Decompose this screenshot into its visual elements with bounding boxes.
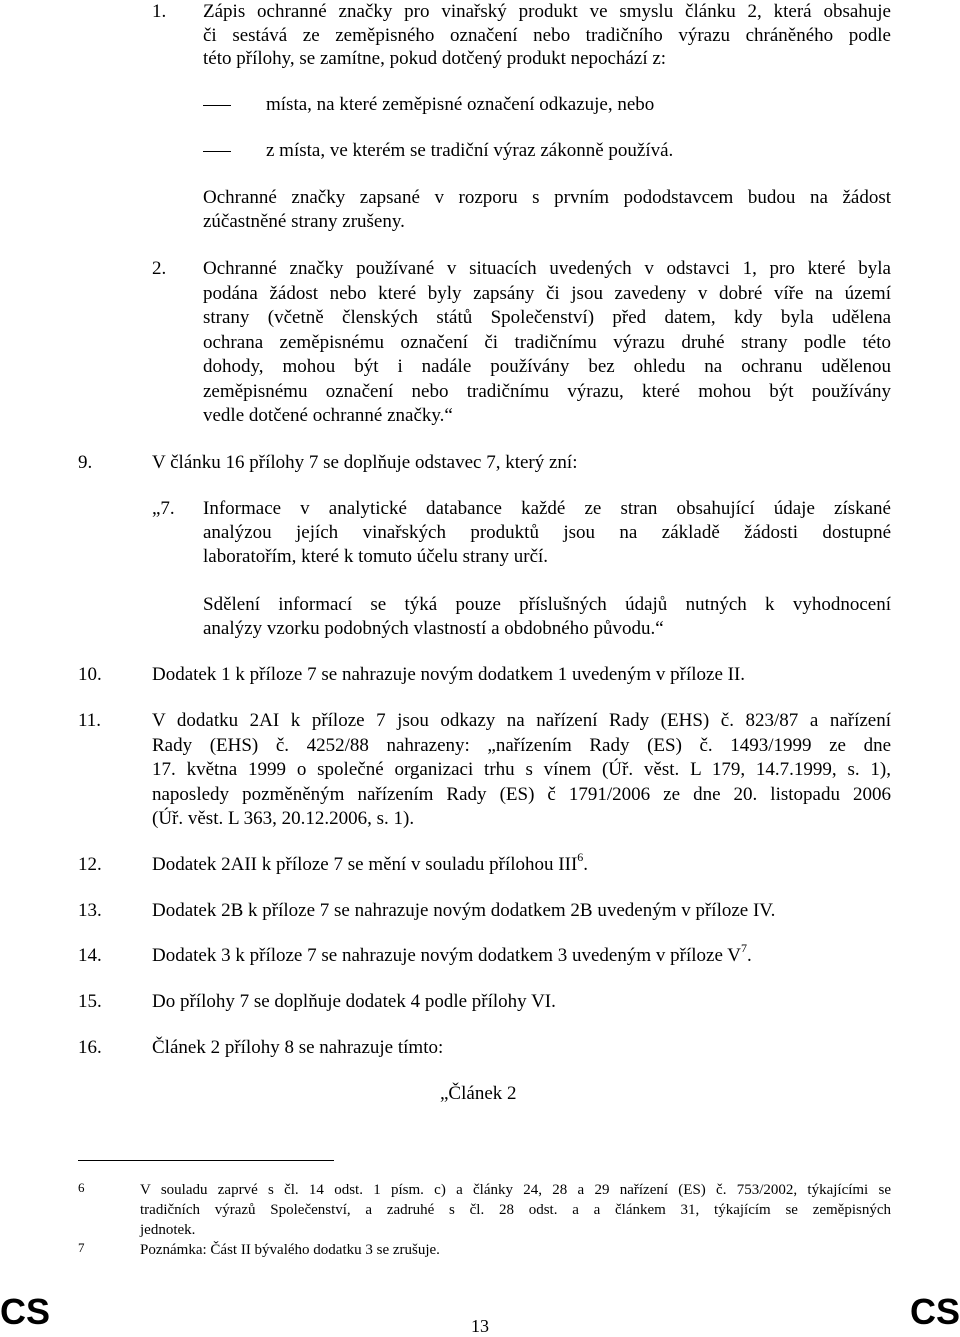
paragraph-line: (Úř. věst. L 363, 20.12.2006, s. 1). — [152, 808, 415, 829]
item-text-end: . — [747, 945, 752, 966]
footnote-number: 6 — [78, 1180, 85, 1195]
dash-bullet — [203, 151, 231, 152]
footnote-separator — [78, 1160, 334, 1161]
item-text: Dodatek 2B k příloze 7 se nahrazuje novým dodatkem 2B uvedeným v příloze IV. — [152, 900, 776, 921]
item-text: Dodatek 1 k příloze 7 se nahrazuje novým dodatkem 1 uvedeným v příloze II. — [152, 664, 746, 685]
item-number: 10. — [78, 664, 102, 685]
paragraph-line: či sestává ze zeměpisného označení nebo tradičního výrazu chráněného podle — [203, 25, 891, 46]
item-number: 12. — [78, 854, 102, 875]
paragraph-line: vedle dotčené ochranné značky.“ — [203, 405, 453, 426]
item-number: 13. — [78, 900, 102, 921]
item-number: 2. — [152, 258, 167, 279]
paragraph-line: zúčastněné strany zrušeny. — [203, 211, 405, 232]
footnote-line: Poznámka: Část II bývalého dodatku 3 se zrušuje. — [140, 1242, 440, 1258]
footnote-line: jednotek. — [140, 1222, 196, 1238]
item-number: 9. — [78, 452, 93, 473]
bullet-text: místa, na které zeměpisné označení odkazuje, nebo — [266, 94, 655, 115]
paragraph-line: dohody, mohou být i nadále používány bez ohledu na ochranu udělenou — [203, 356, 891, 377]
footnote-line: tradičních výrazů Společenství, a zadruhé s čl. 28 odst. a a článkem 31, týkajícím se zeměpisných — [140, 1202, 891, 1218]
item-number: 16. — [78, 1037, 102, 1058]
item-number: 15. — [78, 991, 102, 1012]
paragraph-line: Rady (EHS) č. 4252/88 nahrazeny: „nařízením Rady (ES) č. 1493/1999 ze dne — [152, 735, 891, 756]
item-text-main: Dodatek 2AII k příloze 7 se mění v souladu přílohou III — [152, 854, 578, 875]
sub-item-number: „7. — [152, 498, 175, 519]
article-heading: „Článek 2 — [440, 1083, 517, 1104]
item-number: 14. — [78, 945, 102, 966]
paragraph-line: podána žádost nebo které byly zapsány či jsou zavedeny v dobré víře na území — [203, 283, 891, 304]
item-text-end: . — [583, 854, 589, 875]
paragraph-line: Informace v analytické databance každé ze stran obsahující údaje získané — [203, 498, 891, 519]
paragraph-line: V dodatku 2AI k příloze 7 jsou odkazy na nařízení Rady (EHS) č. 823/87 a nařízení — [152, 710, 891, 731]
paragraph-line: laboratořím, které k tomuto účelu strany určí. — [203, 546, 549, 567]
paragraph-line: naposledy pozměněným nařízením Rady (ES) č 1791/2006 ze dne 20. listopadu 2006 — [152, 784, 891, 805]
bullet-text: z místa, ve kterém se tradiční výraz zákonně používá. — [266, 140, 674, 161]
footnote-ref: 6 — [577, 849, 584, 864]
paragraph-line: ochrana zeměpisnému označení či tradičnímu výrazu druhé strany podle této — [203, 332, 891, 353]
paragraph-line: analýzou jejích vinařských produktů jsou na základě žádosti dostupné — [203, 522, 891, 543]
item-text — [152, 940, 752, 968]
paragraph-line: této přílohy, se zamítne, pokud dotčený produkt nepochází z: — [203, 48, 667, 69]
paragraph-line: Sdělení informací se týká pouze příslušných údajů nutných k vyhodnocení — [203, 594, 891, 615]
footnote-ref: 7 — [741, 940, 748, 955]
footnote-number: 7 — [78, 1240, 85, 1255]
paragraph-line: zeměpisnému označení nebo tradičnímu výrazu, které mohou být používány — [203, 381, 891, 402]
paragraph-line: Ochranné značky používané v situacích uvedených v odstavci 1, pro které byla — [203, 258, 891, 279]
item-text-main: Dodatek 3 k příloze 7 se nahrazuje novým dodatkem 3 uvedeným v příloze V — [152, 945, 742, 966]
paragraph-line: strany (včetně členských států Společenství) před datem, kdy byla udělena — [203, 307, 891, 328]
language-code-right: CS — [909, 1291, 960, 1332]
page-number: 13 — [471, 1316, 489, 1336]
item-text — [152, 849, 589, 877]
paragraph-line: Ochranné značky zapsané v rozporu s prvním pododstavcem budou na žádost — [203, 187, 891, 208]
item-text: Článek 2 přílohy 8 se nahrazuje tímto: — [152, 1037, 444, 1058]
paragraph-line: analýzy vzorku podobných vlastností a obdobného původu.“ — [203, 618, 664, 639]
language-code-left: CS — [0, 1291, 51, 1332]
dash-bullet — [203, 105, 231, 106]
item-text: Do přílohy 7 se doplňuje dodatek 4 podle přílohy VI. — [152, 991, 556, 1012]
item-number: 1. — [152, 1, 167, 22]
paragraph-line: Zápis ochranné značky pro vinařský produkt ve smyslu článku 2, která obsahuje — [203, 1, 891, 22]
item-number: 11. — [78, 710, 102, 731]
footnote-line: V souladu zaprvé s čl. 14 odst. 1 písm. c) a články 24, 28 a 29 nařízení (ES) č. 753/2002, týkajícími se — [140, 1182, 891, 1198]
paragraph-line: 17. května 1999 o společné organizaci trhu s vínem (Úř. věst. L 179, 14.7.1999, s. 1), — [152, 759, 891, 780]
item-text: V článku 16 přílohy 7 se doplňuje odstavec 7, který zní: — [152, 452, 578, 473]
